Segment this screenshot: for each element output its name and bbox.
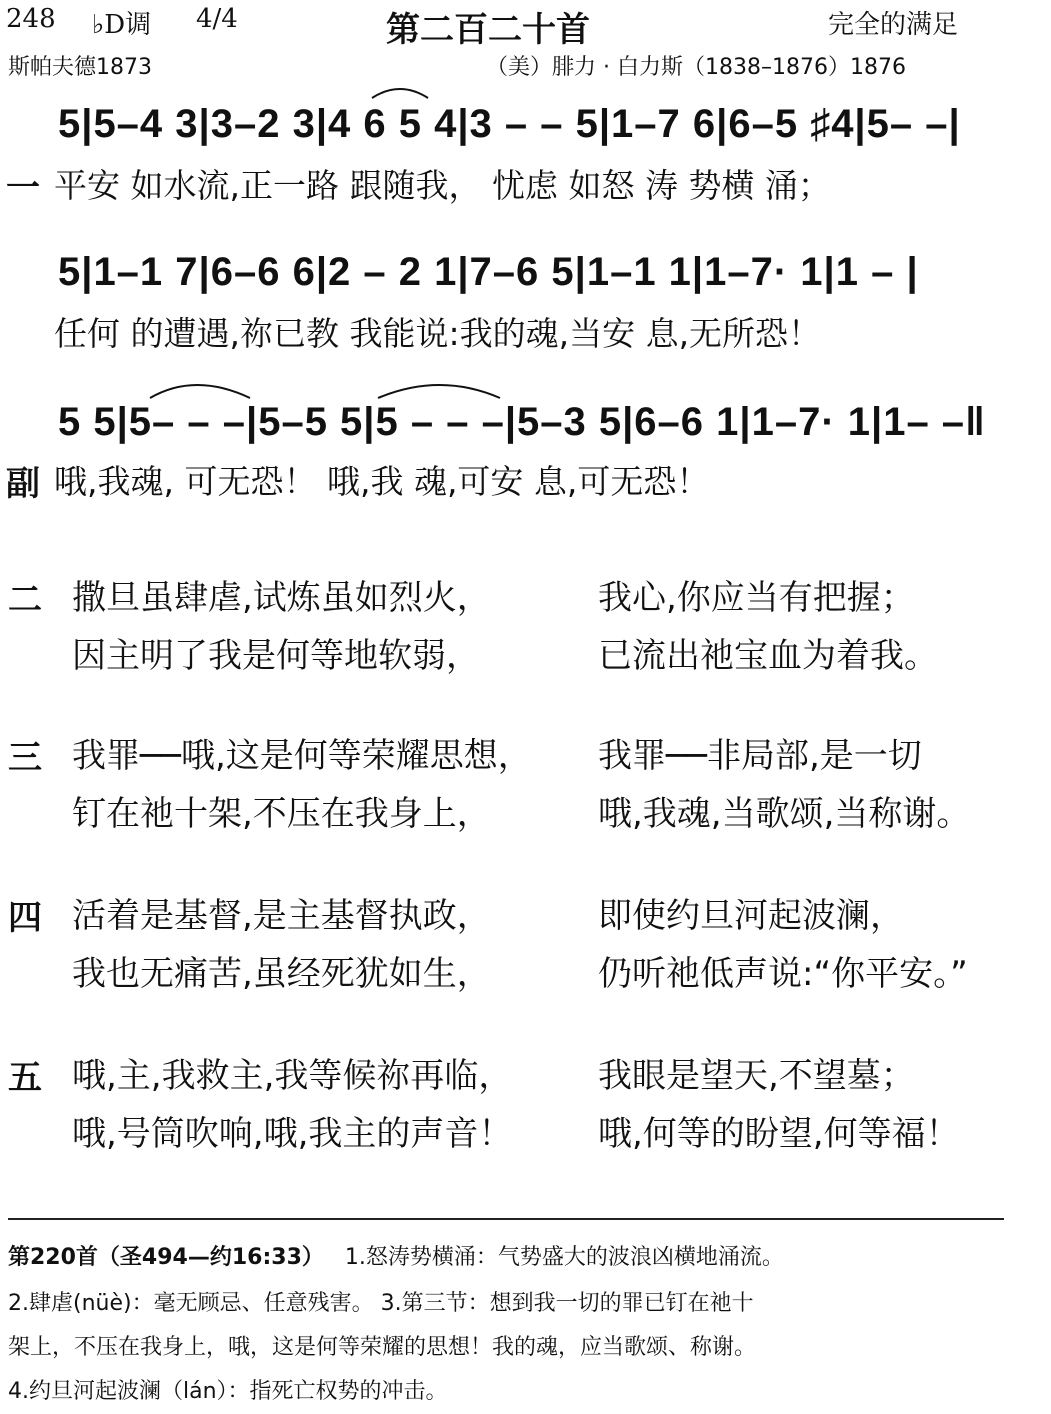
verse-2-line-2-b: 已流出祂宝血为着我。	[598, 636, 938, 676]
lyrics-line-1: 平安 如水流,正一路 跟随我， 忧虑 如怒 涛 势横 涌；	[54, 166, 831, 205]
verse-4-line-2-b: 仍听祂低声说:“你平安。”	[598, 954, 968, 994]
verse-2-line-2-a: 因主明了我是何等地软弱，	[72, 636, 480, 676]
note-line-4: 4.约旦河起波澜（lán）：指死亡权势的冲击。	[8, 1379, 448, 1404]
slur-2	[150, 385, 250, 398]
hymn-number: 248	[6, 4, 56, 34]
verse-label-2: 二	[8, 580, 42, 620]
page-title: 第二百二十首	[386, 10, 590, 50]
verse-5-line-1-b: 我眼是望天,不望墓；	[598, 1056, 915, 1096]
footer-divider	[8, 1218, 1004, 1220]
verse-4-line-1-a: 活着是基督,是主基督执政，	[72, 896, 491, 936]
verse-label-5: 五	[8, 1058, 42, 1098]
verse-4-line-1-b: 即使约旦河起波澜，	[598, 896, 904, 936]
verse-3-line-1-a: 我罪──哦,这是何等荣耀思想，	[72, 736, 532, 776]
composer: 斯帕夫德1873	[8, 55, 152, 80]
verse-5-line-2-b: 哦,何等的盼望,何等福！	[598, 1114, 960, 1154]
verse-3-line-2-a: 钉在祂十架,不压在我身上，	[72, 794, 491, 834]
lyrics-line-2: 任何 的遭遇,祢已教 我能说:我的魂,当安 息,无所恐！	[54, 314, 822, 353]
note-line-1	[8, 1240, 784, 1271]
slur-1	[372, 89, 428, 98]
notation-line-3: 5 5|5– – –|5–5 5|5 – – –|5–3 5|6–6 1|1–7· 1|1– –‖	[58, 400, 986, 444]
verse-2-line-1-a: 撒旦虽肆虐,试炼虽如烈火，	[72, 578, 491, 618]
slur-marks	[0, 0, 1051, 520]
time-signature: 4/4	[196, 4, 238, 34]
chorus-label: 副	[6, 464, 40, 504]
hymn-subtitle: 完全的满足	[828, 10, 959, 40]
verse-label-1: 一	[6, 168, 40, 208]
verse-5-line-2-a: 哦,号筒吹响,哦,我主的声音！	[72, 1114, 513, 1154]
verse-3-line-2-b: 哦,我魂,当歌颂,当称谢。	[598, 794, 971, 834]
slur-3	[378, 385, 500, 398]
verse-label-4: 四	[8, 898, 42, 938]
verse-2-line-1-b: 我心,你应当有把握；	[598, 578, 915, 618]
key-signature: ♭D调	[92, 10, 152, 40]
note-line-2: 2.肆虐(nüè)：毫无顾忌、任意残害。 3.第三节：想到我一切的罪已钉在祂十	[8, 1291, 754, 1316]
lyrics-chorus: 哦,我魂, 可无恐！ 哦,我 魂,可安 息,可无恐！	[54, 462, 710, 501]
verse-4-line-2-a: 我也无痛苦,虽经死犹如生，	[72, 954, 491, 994]
verse-label-3: 三	[8, 738, 42, 778]
verse-5-line-1-a: 哦,主,我救主,我等候祢再临，	[72, 1056, 513, 1096]
note-1: 1.怒涛势横涌：气势盛大的波浪凶横地涌流。	[344, 1245, 784, 1270]
note-reference: 第220首（圣494—约16:33）	[8, 1245, 324, 1270]
notation-line-1: 5|5–4 3|3–2 3|4 6 5 4|3 – – 5|1–7 6|6–5 ♯4|5– –|	[58, 102, 961, 146]
verse-3-line-1-b: 我罪──非局部,是一切	[598, 736, 922, 776]
author: （美）腓力 · 白力斯（1838–1876）1876	[486, 55, 906, 80]
notation-line-2: 5|1–1 7|6–6 6|2 – 2 1|7–6 5|1–1 1|1–7· 1|1 – |	[58, 250, 919, 294]
note-line-3: 架上，不压在我身上，哦，这是何等荣耀的思想！我的魂，应当歌颂、称谢。	[8, 1335, 757, 1360]
